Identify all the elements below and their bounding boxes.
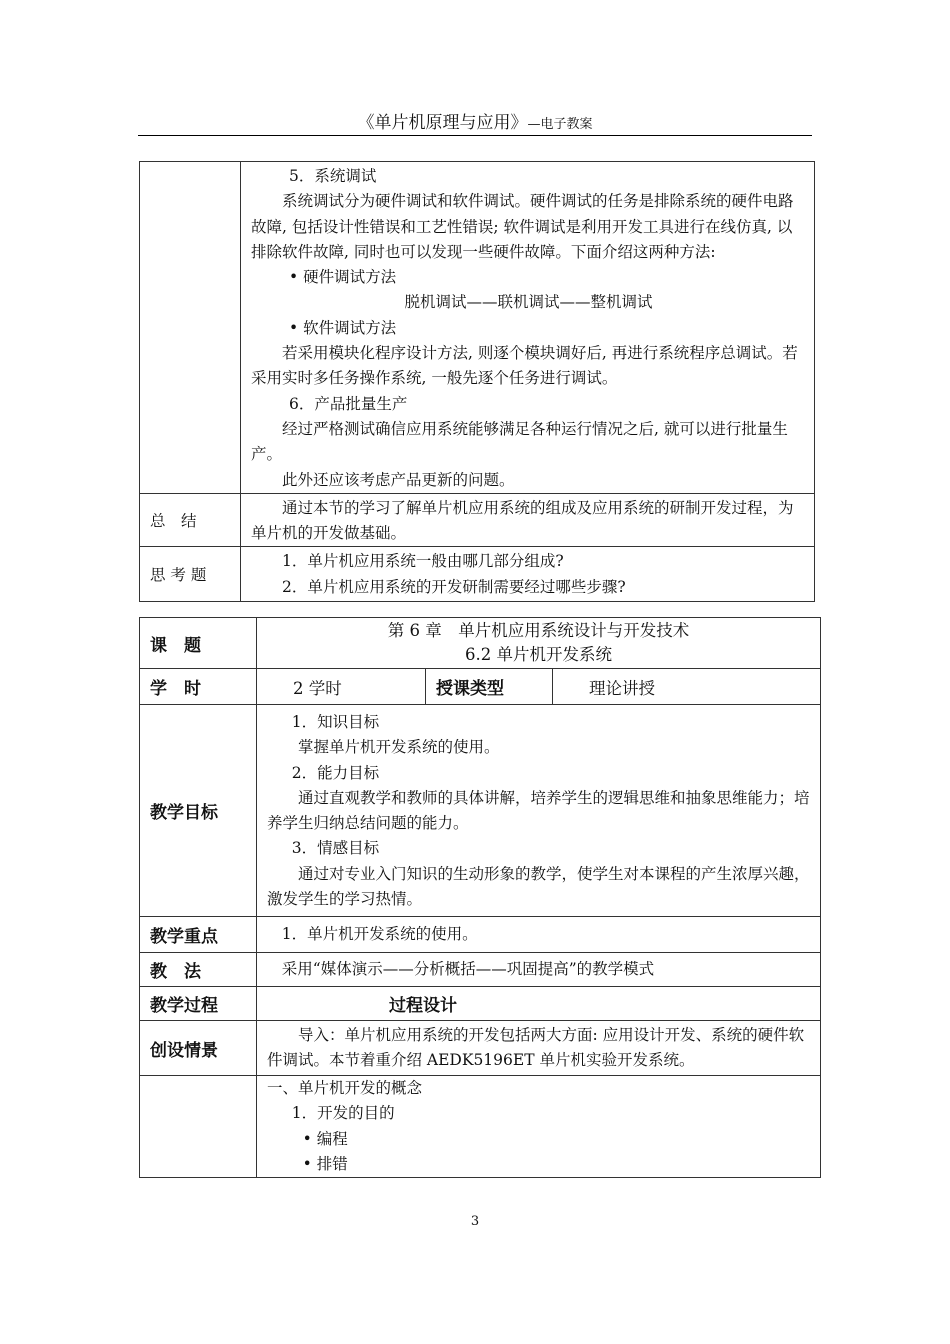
centered-line: 脱机调试——联机调试——整机调试 xyxy=(404,293,653,312)
bullet-item: • 编程 xyxy=(302,1129,348,1148)
process-label: 教学过程 xyxy=(140,987,257,1021)
process-value: 过程设计 xyxy=(257,987,821,1021)
section-heading: 5．系统调试 xyxy=(289,167,377,185)
question-item: 2．单片机应用系统的开发研制需要经过哪些步骤? xyxy=(282,577,626,596)
continued-content-cell xyxy=(241,162,815,494)
key-point-value: 1．单片机开发系统的使用。 xyxy=(257,917,821,953)
content-heading: 一、单片机开发的概念 xyxy=(267,1079,423,1097)
topic-cell xyxy=(257,618,821,669)
topic-section: 6.2 单片机开发系统 xyxy=(465,645,612,664)
goal-text: 通过直观教学和教师的具体讲解，培养学生的逻辑思维和抽象思维能力；培养学生归纳总结问题的能力。 xyxy=(267,788,810,833)
goal-heading: 3．情感目标 xyxy=(291,839,380,858)
summary-label: 总 结 xyxy=(140,493,241,547)
content-subheading: 1．开发的目的 xyxy=(291,1104,395,1123)
lesson-plan-table xyxy=(139,617,821,1178)
goal-text: 通过对专业入门知识的生动形象的教学，使学生对本课程的产生浓厚兴趣，激发学生的学习热情。 xyxy=(267,864,810,909)
paragraph: 此外还应该考虑产品更新的问题。 xyxy=(282,470,515,489)
header-title: 《单片机原理与应用》 xyxy=(357,113,528,133)
hours-value: 2 学时 xyxy=(257,669,426,705)
hours-row xyxy=(140,669,821,705)
continued-lesson-table xyxy=(139,161,815,602)
paragraph: 若采用模块化程序设计方法, 则逐个模块调好后, 再进行系统程序总调试。若采用实时多任务操作系统, 一般先逐个任务进行调试。 xyxy=(251,344,798,388)
scene-row xyxy=(140,1021,821,1076)
bullet-item: • 排错 xyxy=(302,1154,348,1173)
scene-label: 创设情景 xyxy=(140,1021,257,1076)
goal-text: 掌握单片机开发系统的使用。 xyxy=(298,738,500,757)
topic-row xyxy=(140,618,821,669)
section-heading: 6．产品批量生产 xyxy=(289,394,408,413)
question-item: 1．单片机应用系统一般由哪几部分组成? xyxy=(282,552,564,571)
lesson-type-value: 理论讲授 xyxy=(553,669,821,705)
goal-heading: 1．知识目标 xyxy=(291,713,380,731)
content-row xyxy=(140,1076,821,1178)
bullet-item: • 软件调试方法 xyxy=(289,318,397,337)
goals-cell xyxy=(257,705,821,917)
topic-label: 课 题 xyxy=(140,618,257,669)
key-point-label: 教学重点 xyxy=(140,917,257,953)
lesson-type-label: 授课类型 xyxy=(426,669,553,705)
page-number: 3 xyxy=(470,1214,480,1229)
goal-heading: 2．能力目标 xyxy=(291,763,380,782)
bullet-item: • 硬件调试方法 xyxy=(289,268,397,287)
questions-cell xyxy=(241,547,815,602)
method-row xyxy=(140,953,821,987)
header-subtitle: —电子教案 xyxy=(527,117,593,132)
continued-content-row xyxy=(140,162,815,494)
hours-label: 学 时 xyxy=(140,669,257,705)
questions-row xyxy=(140,547,815,602)
key-point-row xyxy=(140,917,821,953)
empty-label-cell xyxy=(140,162,241,494)
summary-row xyxy=(140,493,815,547)
topic-chapter: 第 6 章 单片机应用系统设计与开发技术 xyxy=(387,621,690,640)
paragraph: 系统调试分为硬件调试和软件调试。硬件调试的任务是排除系统的硬件电路故障, 包括设计性错误和工艺性错误; 软件调试是利用开发工具进行在线仿真, 以排除软件故障, 同时也可以发现一些硬件故障。下面介绍这两种方法: xyxy=(251,192,794,261)
questions-label: 思 考 题 xyxy=(140,547,241,602)
empty-label-cell xyxy=(140,1076,257,1178)
summary-text: 通过本节的学习了解单片机应用系统的组成及应用系统的研制开发过程，为单片机的开发做基础。 xyxy=(241,493,815,547)
method-label: 教 法 xyxy=(140,953,257,987)
method-value: 采用“媒体演示——分析概括——巩固提高”的教学模式 xyxy=(257,953,821,987)
goals-label: 教学目标 xyxy=(140,705,257,917)
page-header xyxy=(138,114,812,136)
paragraph: 经过严格测试确信应用系统能够满足各种运行情况之后, 就可以进行批量生产。 xyxy=(251,419,788,464)
process-row xyxy=(140,987,821,1021)
goals-row xyxy=(140,705,821,917)
content-cell xyxy=(257,1076,821,1178)
scene-value: 导入：单片机应用系统的开发包括两大方面: 应用设计开发、系统的硬件软件调试。本节着重介绍 AEDK5196ET 单片机实验开发系统。 xyxy=(257,1021,821,1076)
